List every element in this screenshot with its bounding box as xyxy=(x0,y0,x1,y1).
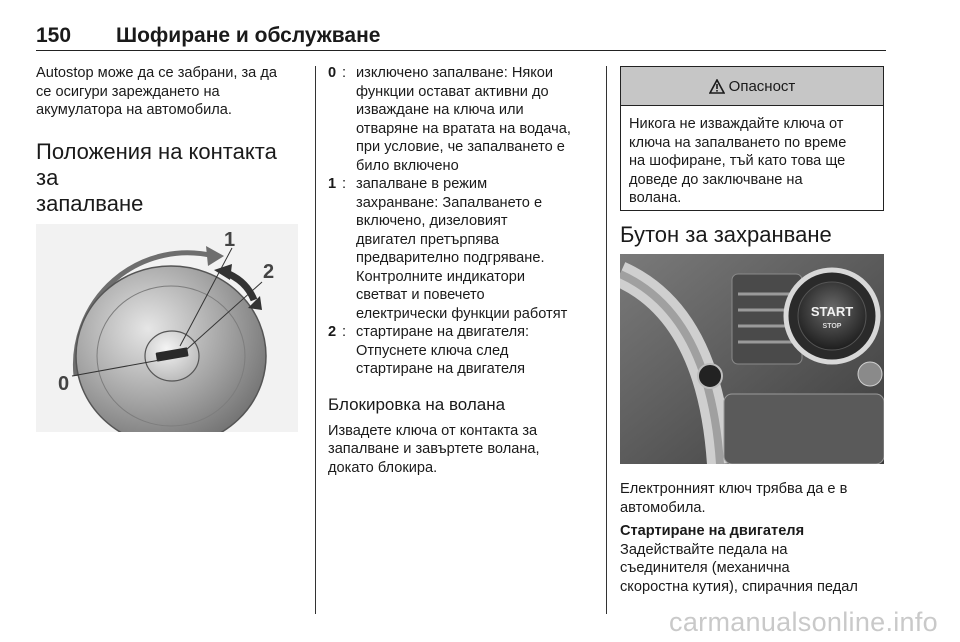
description-line: предварително подгряване. xyxy=(356,250,545,266)
position-item-2 xyxy=(328,323,598,379)
description-line: било включено xyxy=(356,157,459,174)
warning-title: Опасност xyxy=(728,77,796,95)
page-number: 150 xyxy=(36,24,72,47)
description-line: изваждане на ключа или xyxy=(356,102,524,118)
heading-line: Положения на контакта за xyxy=(36,138,277,190)
description-line: Отпуснете ключа след xyxy=(356,342,509,359)
position-item-0 xyxy=(328,64,598,175)
electronic-key-text xyxy=(620,480,888,517)
description-line: светват и повечето xyxy=(356,287,485,303)
description-line: отваряне на вратата на водача, xyxy=(356,120,571,137)
description-line: Контролните индикатори xyxy=(356,268,525,285)
description-line: запалване в режим xyxy=(356,176,488,192)
warning-header xyxy=(621,67,883,106)
steering-lock-text xyxy=(328,422,598,478)
position-item-1 xyxy=(328,175,598,323)
steering-lock-line: докато блокира. xyxy=(328,459,438,476)
warning-line: на шофиране, тъй като това ще xyxy=(629,153,846,169)
intro-line: Autostop може да се забрани, за да xyxy=(36,65,277,81)
key-line: автомобила. xyxy=(620,499,706,516)
position-description xyxy=(356,323,598,379)
position-separator: : xyxy=(342,324,347,340)
key-line: Електронният ключ трябва да е в xyxy=(620,481,848,497)
start-engine-line: Задействайте педала на xyxy=(620,541,788,558)
warning-line: Никога не изваждайте ключа от xyxy=(629,116,844,132)
danger-warning-box xyxy=(620,66,884,211)
warning-line: ключа на запалването по време xyxy=(629,134,847,151)
description-line: изключено запалване: Някои xyxy=(356,65,554,81)
header-rule xyxy=(36,50,886,51)
description-line: при условие, че запалването е xyxy=(356,139,565,155)
position-separator: : xyxy=(342,176,347,192)
position-key: 2 xyxy=(328,324,337,340)
start-engine-line: съединителя (механична xyxy=(620,560,790,576)
ignition-position-list xyxy=(328,64,598,379)
start-engine-text xyxy=(620,541,888,597)
start-engine-heading: Стартиране на двигателя xyxy=(620,523,805,539)
position-key: 0 xyxy=(328,65,337,81)
ignition-positions-heading xyxy=(36,139,302,217)
label-position-1: 1 xyxy=(224,229,236,251)
label-position-0: 0 xyxy=(58,373,70,395)
page-header xyxy=(36,24,886,50)
description-line: функции остават активни до xyxy=(356,83,549,100)
description-line: включено, дизеловият xyxy=(356,213,508,229)
intro-line: акумулатора на автомобила. xyxy=(36,102,232,118)
description-line: електрически функции работят xyxy=(356,305,568,322)
steering-lock-line: запалване и завъртете волана, xyxy=(328,441,540,457)
column-divider-left xyxy=(315,66,316,614)
watermark: carmanualsonline.info xyxy=(669,607,938,637)
start-stop-button-photo xyxy=(620,254,884,464)
position-description xyxy=(356,64,598,175)
steering-lock-heading: Блокировка на волана xyxy=(328,394,506,414)
running-title: Шофиране и обслужване xyxy=(116,24,381,47)
heading-line: запалване xyxy=(36,190,144,216)
middle-column xyxy=(328,64,598,477)
right-column-text xyxy=(620,480,888,596)
power-button-heading: Бутон за захранване xyxy=(620,222,832,247)
start-engine-line: скоростна кутия), спирачния педал xyxy=(620,578,858,595)
warning-body xyxy=(621,106,883,208)
small-start-button xyxy=(698,364,722,388)
warning-line: волана. xyxy=(629,190,682,206)
ignition-switch-diagram xyxy=(36,224,298,432)
steering-lock-line: Извадете ключа от контакта за xyxy=(328,422,538,439)
intro-paragraph xyxy=(36,64,302,120)
position-separator: : xyxy=(342,65,347,81)
description-line: стартиране на двигателя: xyxy=(356,324,530,340)
position-description xyxy=(356,175,598,323)
intro-line: се осигури зареждането на xyxy=(36,83,220,100)
description-line: захранване: Запалването е xyxy=(356,194,543,211)
warning-triangle-icon xyxy=(709,79,725,94)
left-column xyxy=(36,64,302,243)
stop-label: STOP xyxy=(822,323,842,330)
column-divider-right xyxy=(606,66,607,614)
start-label: START xyxy=(810,304,854,319)
label-position-2: 2 xyxy=(263,261,275,283)
description-line: стартиране на двигателя xyxy=(356,361,526,377)
warning-line: доведе до заключване на xyxy=(629,171,803,188)
description-line: двигател претърпява xyxy=(356,231,500,248)
dial-knob xyxy=(858,362,882,386)
position-key: 1 xyxy=(328,176,337,192)
climate-panel xyxy=(724,394,884,464)
